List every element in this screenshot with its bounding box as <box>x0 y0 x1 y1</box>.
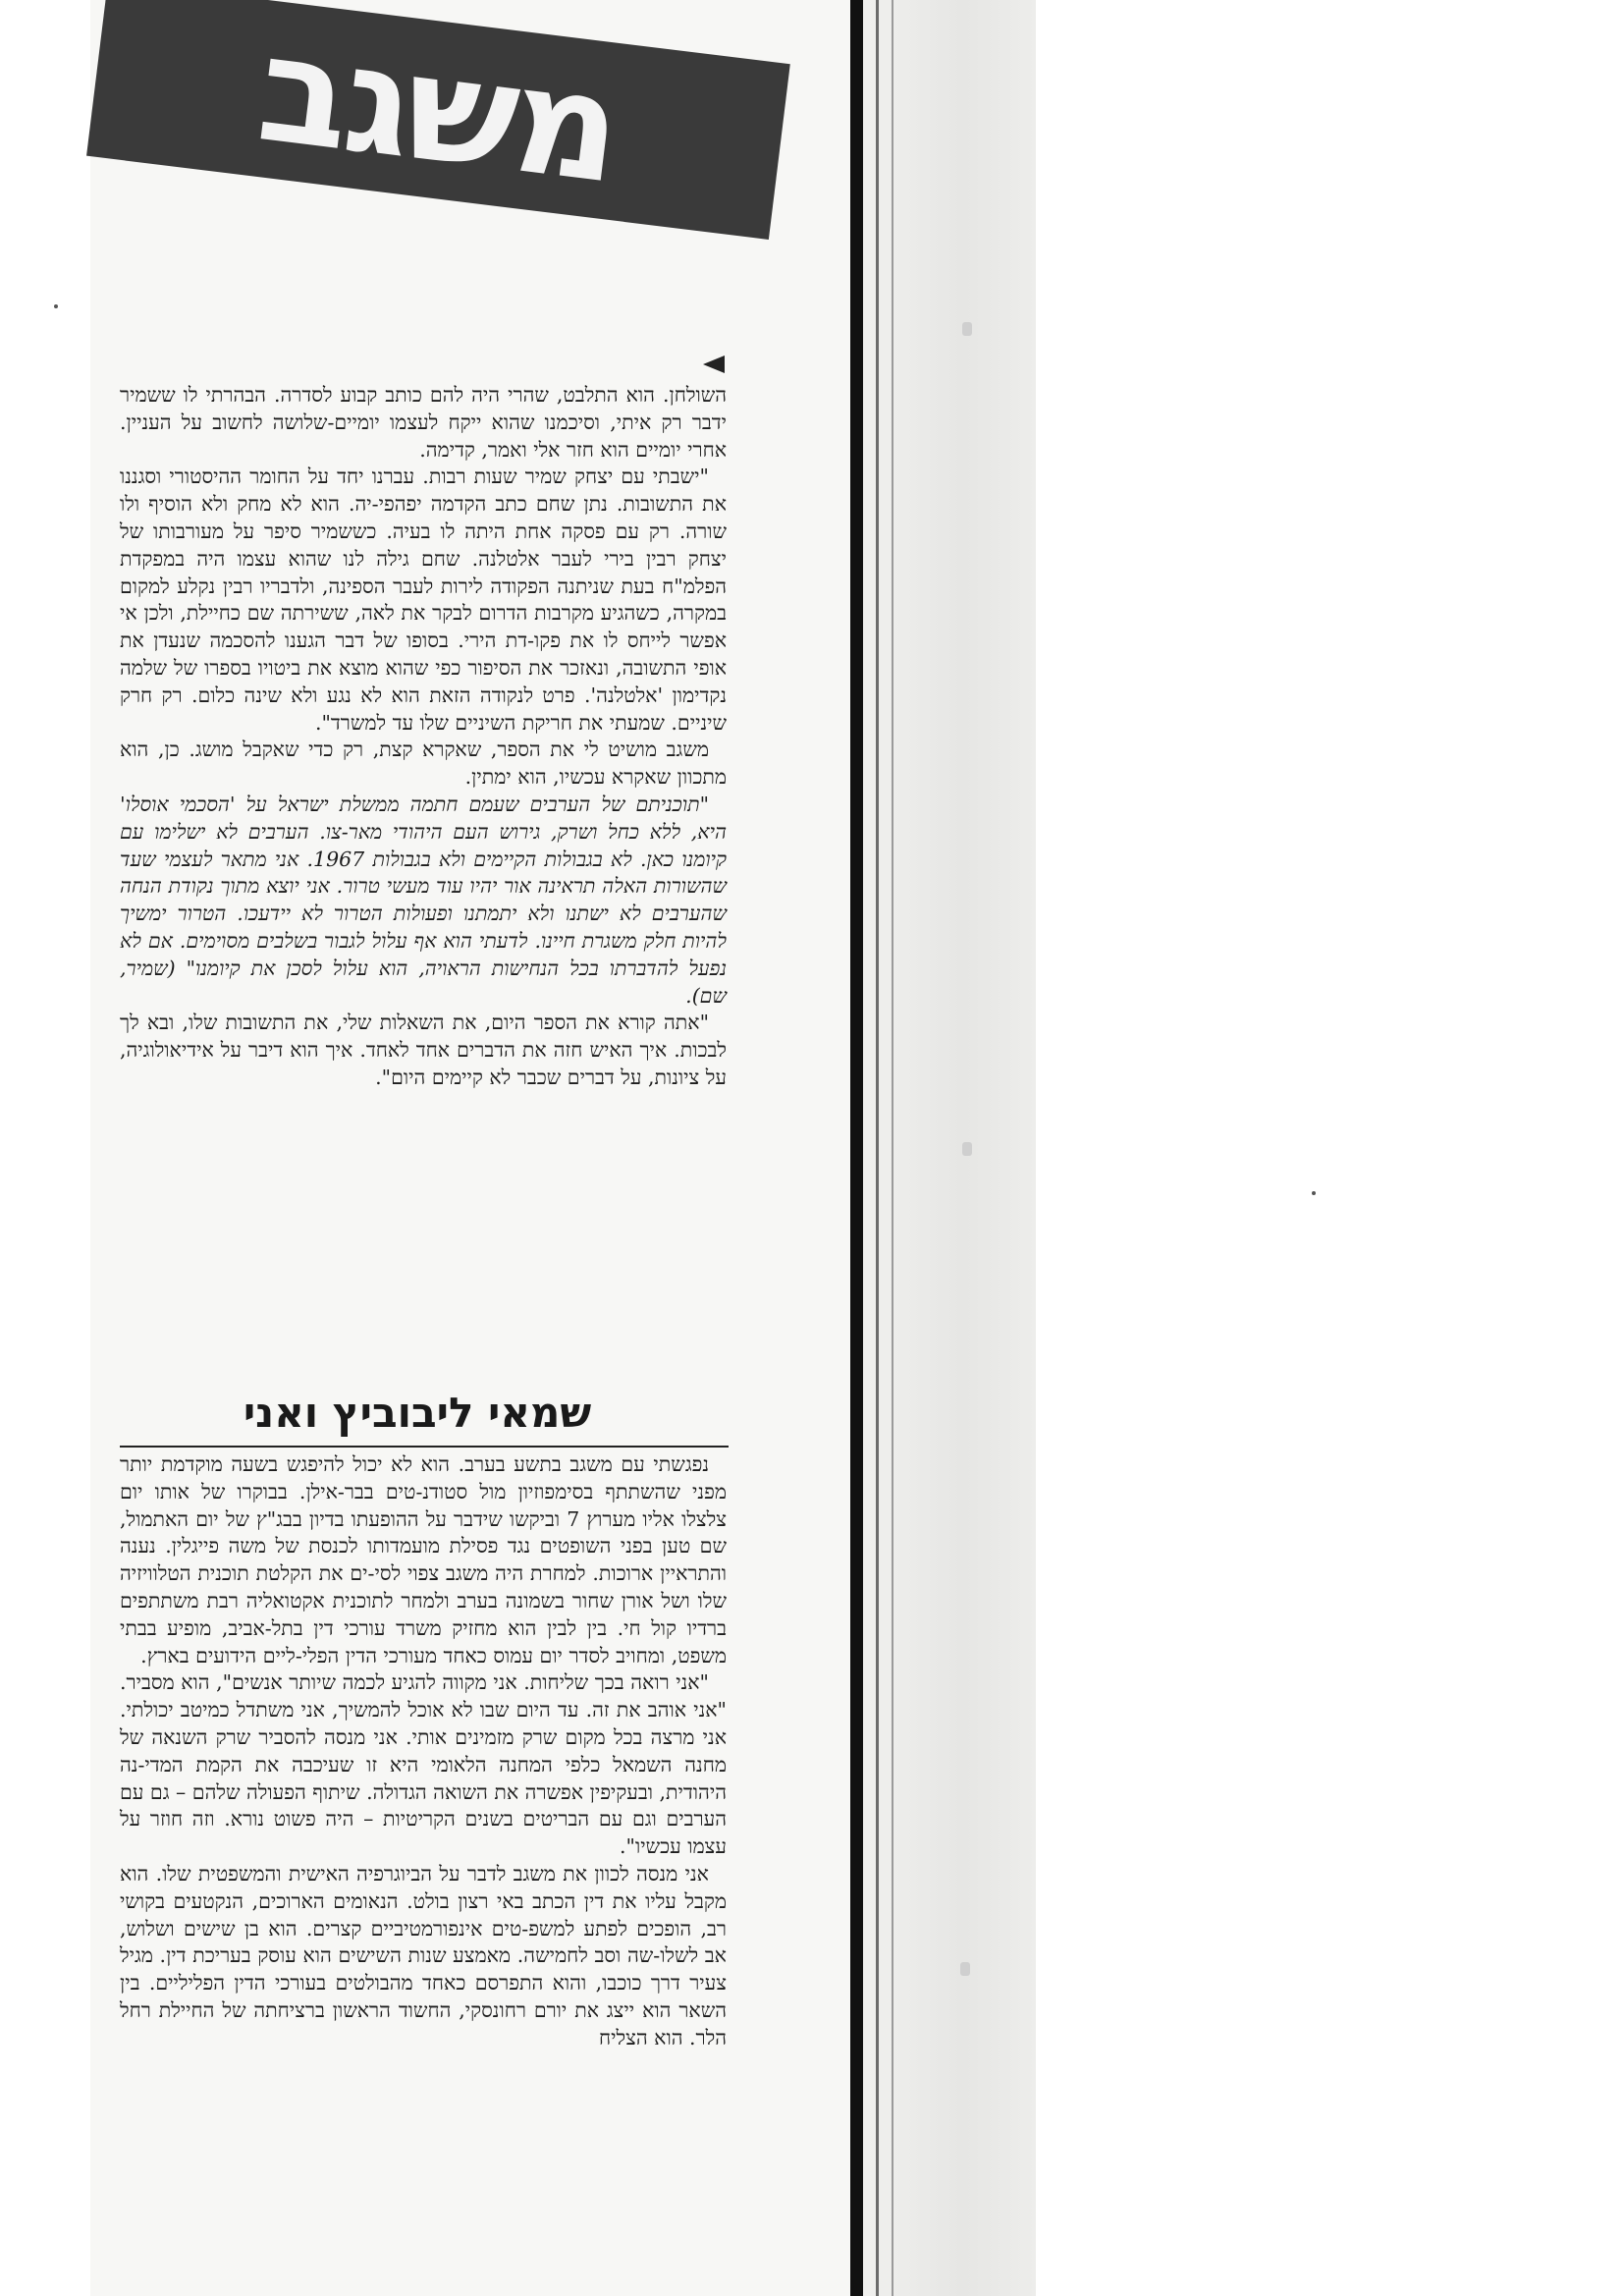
staple-mark <box>960 1962 970 1976</box>
continuation-arrow-icon <box>703 355 725 373</box>
article-paragraph: "ישבתי עם יצחק שמיר שעות רבות. עברנו יחד על החומר ההיסטורי וסגננו את התשובות. נתן שחם כתב הקדמה יפהפי-יה. הוא לא מחק ולא הוסיף ולו שורה. רק עם פסקה אחת היתה לו בעיה. כששמיר סיפר על מעורבותו של יצחק רבין בירי לעבר אלטלנה. שחם גילה לנו שהוא עצמו היה במפקדת הפלמ"ח בעת שניתנה הפקודה לירות לעבר הספינה, ולדבריו רבין נקלע למקום במקרה, כשהגיע מקרבות הדרום לבקר את לאה, ששירתה שם כחיילת, ולכן אי אפשר לייחס לו את פקו-דת הירי. בסופו של דבר הגענו להסכמה שנעדן את אופי התשובה, ונאזכר את הסיפור כפי שהוא מוצא את ביטויו בספרו של שלמה נקדימון 'אלטלנה'. פרט לנקודה הזאת הוא לא נגע ולא שינה כלום. רק חרק שיניים. שמעתי את חריקת השיניים שלו עד למשרד". <box>120 465 727 735</box>
scan-dust-speck <box>1312 1191 1316 1195</box>
article-column-bottom <box>120 1451 727 2052</box>
article-column-top <box>120 382 727 1092</box>
article-paragraph: "אני רואה בכך שליחות. אני מקווה להגיע לכמה שיותר אנשים", הוא מסביר. "אני אוהב את זה. עד היום שבו לא אוכל להמשיך, אני משתדל כמיטב יכולתי. אני מרצה בכל מקום שרק מזמינים אותי. אני מנסה להסביר שרק השנאה של מחנה השמאל כלפי המחנה הלאומי היא זו שעיכבה את הקמת המדי-נה היהודית, ובעקיפין אפשרה את השואה הגדולה. שיתוף הפעולה שלהם – גם עם הערבים וגם עם הבריטים בשנים הקריטיות – היה פשוט נורא. וזה חוזר על עצמו עכשיו". <box>120 1670 727 1859</box>
article-paragraph: "אתה קורא את הספר היום, את השאלות שלי, את התשובות שלו, ובא לך לבכות. איך האיש חזה את הדברים אחד לאחד. איך הוא דיבר על אידיאולוגיה, על ציונות, על דברים שכבר לא קיימים היום". <box>120 1011 727 1089</box>
section-subheading: שמאי ליבוביץ ואני <box>243 1389 592 1437</box>
page-edge-shading <box>854 0 1036 2296</box>
article-paragraph: נפגשתי עם משגב בתשע בערב. הוא לא יכול להיפגש בשעה מוקדמת יותר מפני שהשתתף בסימפוזיון מול סטודנ-טים בבר-אילן. בבוקרו של אותו יום צלצלו אליו מערוץ 7 וביקשו שידבר על ההופעתו בדיון בבג"ץ של יום האתמול, שם טען בפני השופטים נגד פסילת מועמדותו לכנסת של משה פייגלין. נענה והתראיין ארוכות. למחרת היה משגב צפוי לסי-ים את הקלטת תוכנית הטלוויזיה שלו ושל אורן שחור בשמונה בערב ולמחר לתוכנית אקטואליה רבת משתתפים ברדיו קול חי. בין לבין הוא מחזיק משרד עורכי דין בתל-אביב, מופיע בבתי משפט, ומחויב לסדר יום עמוס כאחד מעורכי הדין הפלי-ליים הידועים בארץ. <box>120 1452 727 1667</box>
article-paragraph: אני מנסה לכוון את משגב לדבר על הביוגרפיה האישית והמשפטית שלו. הוא מקבל עליו את דין הכתב באי רצון בולט. הנאומים הארוכים, הנקטעים בקושי רב, הופכים לפתע למשפ-טים אינפורמטיביים קצרים. הוא בן שישים ושלוש, אב לשלו-שה וסב לחמישה. מאמצע שנות השישים הוא עוסק בעריכת דין. מגיל צעיר דרך כוכבו, והוא התפרסם כאחד מהבולטים בעורכי הדין הפליליים. בין השאר הוא ייצג את יורם רחונסקי, החשוד הראשון ברציחתה של החיילת רחל הלר. הוא הצליח <box>120 1861 727 2050</box>
article-paragraph: השולחן. הוא התלבט, שהרי היה להם כותב קבוע לסדרה. הבהרתי לו ששמיר ידבר רק איתי, וסיכמנו שהוא ייקח לעצמו יומיים-שלושה לחשוב על העניין. אחרי יומיים הוא חזר אלי ואמר, קדימה. <box>120 383 727 462</box>
scan-dust-speck <box>54 304 58 308</box>
column-rule-faint <box>892 0 893 2296</box>
column-rule-thin <box>876 0 879 2296</box>
staple-mark <box>962 322 972 336</box>
column-rule-thick <box>850 0 863 2296</box>
article-paragraph: "תוכניתם של הערבים שעמם חתמה ממשלת ישראל על 'הסכמי אוסלו' היא, ללא כחל ושרק, גירוש העם היהודי מאר-צו. הערבים לא ישלימו עם קיומנו כאן. לא בגבולות הקיימים ולא בגבולות 1967. אני מתאר לעצמי שעד שהשורות האלה תראינה אור יהיו עוד מעשי טרור. אני יוצא מתוך נקודת הנחה שהערבים לא ישתנו ולא יתמתנו ופעולות הטרור לא יידעכו. הטרור ימשיך להיות חלק משגרת חיינו. לדעתי הוא אף עלול לגבור בשלבים מסוימים. אם לא נפעל להדברתו בכל הנחישות הראויה, הוא עלול לסכן את קיומנו" (שמיר, שם). <box>120 792 727 1008</box>
staple-mark <box>962 1142 972 1156</box>
article-paragraph: משגב מושיט לי את הספר, שאקרא קצת, רק כדי שאקבל מושג. כן, הוא מתכוון שאקרא עכשיו, הוא ימתין. <box>120 738 727 790</box>
subheading-rule <box>120 1446 729 1448</box>
masthead-title: משגב <box>249 3 627 217</box>
